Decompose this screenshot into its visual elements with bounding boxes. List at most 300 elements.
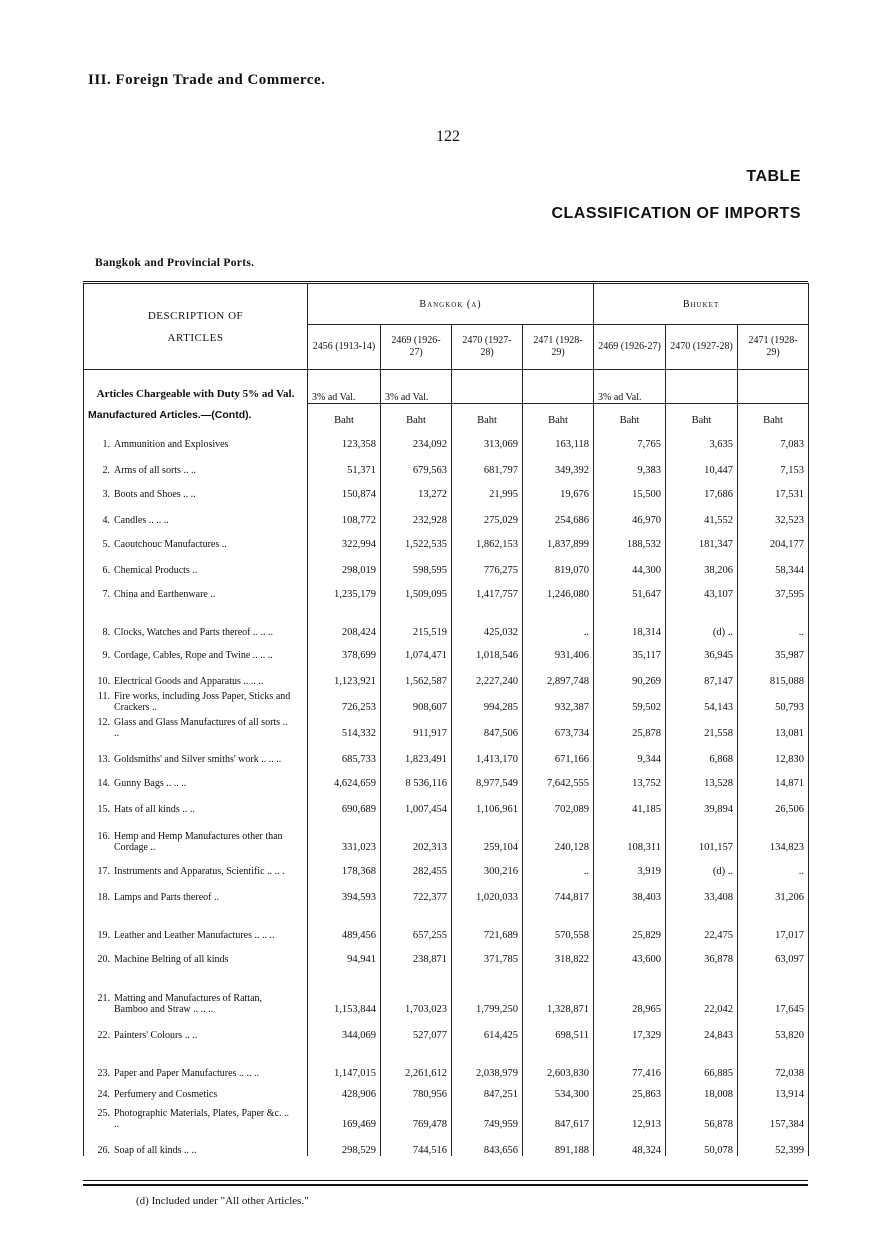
- table-row: [84, 815, 809, 853]
- value-cell: 72,038: [738, 1041, 809, 1079]
- value-cell: 428,906: [308, 1079, 381, 1100]
- duty-cell: 3% ad Val.: [381, 370, 452, 404]
- value-cell: 702,089: [523, 789, 594, 815]
- value-cell: 726,253: [308, 687, 381, 713]
- value-cell: 36,878: [666, 941, 738, 965]
- value-cell: 1,020,033: [452, 877, 523, 903]
- value-cell: 26,506: [738, 789, 809, 815]
- value-cell: 7,083: [738, 426, 809, 450]
- value-cell: 52,399: [738, 1130, 809, 1156]
- value-cell: 48,324: [594, 1130, 666, 1156]
- duty-cell: [738, 370, 809, 404]
- value-cell: 2,038,979: [452, 1041, 523, 1079]
- value-cell: ..: [738, 853, 809, 877]
- article-description: [84, 638, 308, 661]
- group-header-bhuket: Bhuket: [594, 284, 809, 325]
- article-number: 22.: [97, 1029, 110, 1041]
- duty-cell: 3% ad Val.: [594, 370, 666, 404]
- value-cell: 815,088: [738, 661, 809, 687]
- article-name: Cordage, Cables, Rope and Twine .. .. ..: [114, 649, 273, 661]
- value-cell: 234,092: [381, 426, 452, 450]
- value-cell: 12,830: [738, 739, 809, 765]
- table-bottom-rule: [83, 1180, 808, 1181]
- article-number: 2.: [102, 464, 110, 476]
- article-description: [84, 1130, 308, 1156]
- article-number: 17.: [97, 865, 110, 877]
- table-row: [84, 550, 809, 576]
- value-cell: 1,413,170: [452, 739, 523, 765]
- table-row: [84, 1015, 809, 1041]
- value-cell: 1,703,023: [381, 965, 452, 1015]
- unit-cell: Baht: [738, 404, 809, 426]
- value-cell: 2,261,612: [381, 1041, 452, 1079]
- value-cell: 43,600: [594, 941, 666, 965]
- value-cell: 17,645: [738, 965, 809, 1015]
- value-cell: 50,793: [738, 687, 809, 713]
- table-row: [84, 661, 809, 687]
- article-description: [84, 600, 308, 638]
- unit-cell: Baht: [666, 404, 738, 426]
- value-cell: 17,686: [666, 476, 738, 500]
- value-cell: 21,995: [452, 476, 523, 500]
- duty-cell: [523, 370, 594, 404]
- value-cell: 2,603,830: [523, 1041, 594, 1079]
- value-cell: 25,829: [594, 903, 666, 941]
- value-cell: 847,506: [452, 713, 523, 739]
- ports-label: Bangkok and Provincial Ports.: [95, 257, 255, 269]
- value-cell: 39,894: [666, 789, 738, 815]
- value-cell: 36,945: [666, 638, 738, 661]
- value-cell: 6,868: [666, 739, 738, 765]
- article-name: China and Earthenware ..: [114, 588, 216, 600]
- article-name: Boots and Shoes .. ..: [114, 488, 196, 500]
- article-description: [84, 903, 308, 941]
- table-row: [84, 600, 809, 638]
- value-cell: 318,822: [523, 941, 594, 965]
- value-cell: 66,885: [666, 1041, 738, 1079]
- value-cell: 514,332: [308, 713, 381, 739]
- value-cell: 108,772: [308, 500, 381, 526]
- value-cell: 819,070: [523, 550, 594, 576]
- value-cell: 15,500: [594, 476, 666, 500]
- value-cell: 744,516: [381, 1130, 452, 1156]
- value-cell: 1,509,095: [381, 576, 452, 600]
- value-cell: 994,285: [452, 687, 523, 713]
- value-cell: 1,246,080: [523, 576, 594, 600]
- value-cell: 570,558: [523, 903, 594, 941]
- table-row: [84, 1041, 809, 1079]
- article-description: [84, 661, 308, 687]
- article-name: Arms of all sorts .. ..: [114, 464, 196, 476]
- article-name: Paper and Paper Manufactures .. .. ..: [114, 1067, 259, 1079]
- value-cell: 94,941: [308, 941, 381, 965]
- duty-cell: [452, 370, 523, 404]
- article-description: [84, 789, 308, 815]
- value-cell: 1,123,921: [308, 661, 381, 687]
- value-cell: 51,647: [594, 576, 666, 600]
- value-cell: 14,871: [738, 765, 809, 789]
- value-cell: 3,919: [594, 853, 666, 877]
- value-cell: 4,624,659: [308, 765, 381, 789]
- value-cell: 2,227,240: [452, 661, 523, 687]
- unit-cell: Baht: [381, 404, 452, 426]
- value-cell: 134,823: [738, 815, 809, 853]
- table-row: [84, 941, 809, 965]
- article-name: Glass and Glass Manufactures of all sorts .. ..: [114, 716, 288, 739]
- value-cell: 780,956: [381, 1079, 452, 1100]
- article-number: 7.: [102, 588, 110, 600]
- article-name: Lamps and Parts thereof ..: [114, 891, 219, 903]
- value-cell: 3,635: [666, 426, 738, 450]
- value-cell: 163,118: [523, 426, 594, 450]
- value-cell: 169,469: [308, 1100, 381, 1130]
- value-cell: 56,878: [666, 1100, 738, 1130]
- value-cell: 1,562,587: [381, 661, 452, 687]
- value-cell: 254,686: [523, 500, 594, 526]
- value-cell: 847,251: [452, 1079, 523, 1100]
- article-description: [84, 765, 308, 789]
- article-name: Soap of all kinds .. ..: [114, 1144, 197, 1156]
- article-number: 4.: [102, 514, 110, 526]
- value-cell: 41,185: [594, 789, 666, 815]
- category-heading: Articles Chargeable with Duty 5% ad Val.: [84, 370, 308, 404]
- value-cell: 721,689: [452, 903, 523, 941]
- unit-cell: Baht: [452, 404, 523, 426]
- table-row: [84, 965, 809, 1015]
- value-cell: 378,699: [308, 638, 381, 661]
- value-cell: 300,216: [452, 853, 523, 877]
- year-header: 2470 (1927-28): [666, 325, 738, 370]
- value-cell: 298,529: [308, 1130, 381, 1156]
- article-number: 13.: [97, 753, 110, 765]
- value-cell: 240,128: [523, 815, 594, 853]
- article-description: [84, 877, 308, 903]
- value-cell: 911,917: [381, 713, 452, 739]
- article-description: [84, 476, 308, 500]
- value-cell: 12,913: [594, 1100, 666, 1130]
- article-name: Perfumery and Cosmetics: [114, 1088, 218, 1100]
- value-cell: 534,300: [523, 1079, 594, 1100]
- value-cell: 681,797: [452, 450, 523, 476]
- article-name: Ammunition and Explosives: [114, 438, 229, 450]
- value-cell: 188,532: [594, 526, 666, 550]
- article-name: Caoutchouc Manufactures ..: [114, 538, 227, 550]
- table-row: [84, 526, 809, 550]
- value-cell: 749,959: [452, 1100, 523, 1130]
- value-cell: 931,406: [523, 638, 594, 661]
- value-cell: 28,965: [594, 965, 666, 1015]
- value-cell: 1,799,250: [452, 965, 523, 1015]
- group-header-bangkok: Bangkok (a): [308, 284, 594, 325]
- table-row: [84, 500, 809, 526]
- value-cell: 527,077: [381, 1015, 452, 1041]
- value-cell: 90,269: [594, 661, 666, 687]
- value-cell: 32,523: [738, 500, 809, 526]
- value-cell: 35,117: [594, 638, 666, 661]
- value-cell: 51,371: [308, 450, 381, 476]
- value-cell: 1,074,471: [381, 638, 452, 661]
- value-cell: 908,607: [381, 687, 452, 713]
- article-description: [84, 1079, 308, 1100]
- article-description: [84, 500, 308, 526]
- table-row: [84, 1079, 809, 1100]
- table-row: [84, 903, 809, 941]
- article-number: 15.: [97, 803, 110, 815]
- value-cell: 13,752: [594, 765, 666, 789]
- description-header-label: DESCRIPTION OF ARTICLES: [147, 309, 244, 344]
- article-description: [84, 1015, 308, 1041]
- article-name: Clocks, Watches and Parts thereof .. .. ..: [114, 626, 273, 638]
- value-cell: 202,313: [381, 815, 452, 853]
- value-cell: 425,032: [452, 600, 523, 638]
- value-cell: 232,928: [381, 500, 452, 526]
- article-description: [84, 815, 308, 853]
- article-description: [84, 965, 308, 1015]
- table-row: [84, 1100, 809, 1130]
- value-cell: 63,097: [738, 941, 809, 965]
- value-cell: 9,344: [594, 739, 666, 765]
- value-cell: 598,595: [381, 550, 452, 576]
- value-cell: 25,878: [594, 713, 666, 739]
- table-row: [84, 853, 809, 877]
- section-title: III. Foreign Trade and Commerce.: [88, 72, 326, 88]
- year-header: 2469 (1926-27): [594, 325, 666, 370]
- table-row: [84, 1130, 809, 1156]
- article-number: 10.: [97, 675, 110, 687]
- article-number: 20.: [97, 953, 110, 965]
- value-cell: 31,206: [738, 877, 809, 903]
- table-row: [84, 687, 809, 713]
- value-cell: 671,166: [523, 739, 594, 765]
- article-description: [84, 853, 308, 877]
- value-cell: 769,478: [381, 1100, 452, 1130]
- value-cell: 744,817: [523, 877, 594, 903]
- value-cell: 21,558: [666, 713, 738, 739]
- article-name: Fire works, including Joss Paper, Sticks and Crackers ..: [114, 690, 291, 713]
- value-cell: 157,384: [738, 1100, 809, 1130]
- value-cell: 1,153,844: [308, 965, 381, 1015]
- year-header: 2469 (1926-27): [381, 325, 452, 370]
- value-cell: 1,522,535: [381, 526, 452, 550]
- article-description: [84, 713, 308, 739]
- article-number: 25.: [97, 1107, 110, 1119]
- value-cell: 123,358: [308, 426, 381, 450]
- value-cell: 238,871: [381, 941, 452, 965]
- page-number: 122: [436, 128, 460, 145]
- article-name: Hats of all kinds .. ..: [114, 803, 195, 815]
- value-cell: 33,408: [666, 877, 738, 903]
- article-description: [84, 1100, 308, 1130]
- value-cell: 371,785: [452, 941, 523, 965]
- value-cell: 178,368: [308, 853, 381, 877]
- article-number: 18.: [97, 891, 110, 903]
- value-cell: ..: [523, 600, 594, 638]
- value-cell: 891,188: [523, 1130, 594, 1156]
- value-cell: 698,511: [523, 1015, 594, 1041]
- table-row: [84, 476, 809, 500]
- value-cell: 679,563: [381, 450, 452, 476]
- article-number: 9.: [102, 649, 110, 661]
- article-number: 26.: [97, 1144, 110, 1156]
- value-cell: 13,272: [381, 476, 452, 500]
- value-cell: 25,863: [594, 1079, 666, 1100]
- table-bottom-rule: [83, 1184, 808, 1186]
- article-description: [84, 426, 308, 450]
- value-cell: 690,689: [308, 789, 381, 815]
- imports-table: [83, 283, 809, 1156]
- value-cell: 50,078: [666, 1130, 738, 1156]
- article-number: 8.: [102, 626, 110, 638]
- article-description: [84, 526, 308, 550]
- table-row: [84, 426, 809, 450]
- value-cell: 8 536,116: [381, 765, 452, 789]
- article-name: Photographic Materials, Plates, Paper &c. .. ..: [114, 1107, 289, 1130]
- value-cell: 298,019: [308, 550, 381, 576]
- table-row: [84, 789, 809, 815]
- article-number: 6.: [102, 564, 110, 576]
- article-description: [84, 739, 308, 765]
- value-cell: 489,456: [308, 903, 381, 941]
- value-cell: 17,017: [738, 903, 809, 941]
- article-name: Goldsmiths' and Silver smiths' work .. .. ..: [114, 753, 282, 765]
- article-name: Machine Belting of all kinds: [114, 953, 229, 965]
- article-number: 24.: [97, 1088, 110, 1100]
- article-number: 3.: [102, 488, 110, 500]
- value-cell: 313,069: [452, 426, 523, 450]
- value-cell: 1,823,491: [381, 739, 452, 765]
- value-cell: 24,843: [666, 1015, 738, 1041]
- table-row: [84, 576, 809, 600]
- value-cell: 17,531: [738, 476, 809, 500]
- table-row: [84, 877, 809, 903]
- article-number: 12.: [97, 716, 110, 728]
- value-cell: 58,344: [738, 550, 809, 576]
- value-cell: 843,656: [452, 1130, 523, 1156]
- value-cell: 7,765: [594, 426, 666, 450]
- table-row: [84, 765, 809, 789]
- duty-cell: [666, 370, 738, 404]
- value-cell: 1,235,179: [308, 576, 381, 600]
- article-name: Instruments and Apparatus, Scientific .. .. .: [114, 865, 285, 877]
- value-cell: 19,676: [523, 476, 594, 500]
- value-cell: 776,275: [452, 550, 523, 576]
- value-cell: 394,593: [308, 877, 381, 903]
- value-cell: 44,300: [594, 550, 666, 576]
- value-cell: 1,007,454: [381, 789, 452, 815]
- value-cell: 53,820: [738, 1015, 809, 1041]
- article-number: 14.: [97, 777, 110, 789]
- value-cell: ..: [738, 600, 809, 638]
- value-cell: 1,328,871: [523, 965, 594, 1015]
- value-cell: 87,147: [666, 661, 738, 687]
- year-header: 2471 (1928-29): [523, 325, 594, 370]
- value-cell: 8,977,549: [452, 765, 523, 789]
- value-cell: 1,147,015: [308, 1041, 381, 1079]
- value-cell: 37,595: [738, 576, 809, 600]
- value-cell: 46,970: [594, 500, 666, 526]
- value-cell: 722,377: [381, 877, 452, 903]
- value-cell: 7,642,555: [523, 765, 594, 789]
- value-cell: 43,107: [666, 576, 738, 600]
- value-cell: 13,081: [738, 713, 809, 739]
- value-cell: 673,734: [523, 713, 594, 739]
- value-cell: (d) ..: [666, 853, 738, 877]
- value-cell: 101,157: [666, 815, 738, 853]
- article-number: 11.: [97, 690, 110, 702]
- value-cell: 685,733: [308, 739, 381, 765]
- value-cell: 331,023: [308, 815, 381, 853]
- article-name: Matting and Manufactures of Rattan, Bamboo and Straw .. .. ..: [114, 992, 263, 1015]
- unit-cell: Baht: [594, 404, 666, 426]
- subcategory-heading: Manufactured Articles.—(Contd).: [84, 404, 308, 426]
- value-cell: 41,552: [666, 500, 738, 526]
- value-cell: 18,008: [666, 1079, 738, 1100]
- year-header: 2471 (1928-29): [738, 325, 809, 370]
- value-cell: 847,617: [523, 1100, 594, 1130]
- value-cell: 1,106,961: [452, 789, 523, 815]
- year-header: 2456 (1913-14): [308, 325, 381, 370]
- value-cell: 208,424: [308, 600, 381, 638]
- article-name: Candles .. .. ..: [114, 514, 169, 526]
- table-caption: CLASSIFICATION OF IMPORTS: [551, 205, 801, 222]
- value-cell: 18,314: [594, 600, 666, 638]
- value-cell: 38,206: [666, 550, 738, 576]
- value-cell: 108,311: [594, 815, 666, 853]
- value-cell: 13,528: [666, 765, 738, 789]
- article-name: Hemp and Hemp Manufactures other than Cordage ..: [114, 830, 283, 853]
- value-cell: 657,255: [381, 903, 452, 941]
- article-number: 21.: [97, 992, 110, 1004]
- article-number: 19.: [97, 929, 110, 941]
- article-number: 5.: [102, 538, 110, 550]
- description-header: [84, 284, 308, 370]
- table-row: [84, 713, 809, 739]
- unit-cell: Baht: [308, 404, 381, 426]
- table-row: [84, 638, 809, 661]
- table-row: [84, 450, 809, 476]
- value-cell: 17,329: [594, 1015, 666, 1041]
- article-name: Electrical Goods and Apparatus .. .. ..: [114, 675, 264, 687]
- value-cell: 10,447: [666, 450, 738, 476]
- value-cell: 349,392: [523, 450, 594, 476]
- article-name: Chemical Products ..: [114, 564, 198, 576]
- value-cell: 275,029: [452, 500, 523, 526]
- value-cell: 1,417,757: [452, 576, 523, 600]
- article-description: [84, 941, 308, 965]
- value-cell: 282,455: [381, 853, 452, 877]
- article-description: [84, 576, 308, 600]
- article-name: Leather and Leather Manufactures .. .. ..: [114, 929, 275, 941]
- value-cell: 614,425: [452, 1015, 523, 1041]
- value-cell: 932,387: [523, 687, 594, 713]
- duty-cell: 3% ad Val.: [308, 370, 381, 404]
- value-cell: 9,383: [594, 450, 666, 476]
- article-name: Painters' Colours .. ..: [114, 1029, 198, 1041]
- value-cell: 22,042: [666, 965, 738, 1015]
- footnote: (d) Included under "All other Articles.": [136, 1195, 309, 1207]
- article-number: 16.: [97, 830, 110, 842]
- article-description: [84, 687, 308, 713]
- article-name: Gunny Bags .. .. ..: [114, 777, 187, 789]
- value-cell: 2,897,748: [523, 661, 594, 687]
- unit-cell: Baht: [523, 404, 594, 426]
- value-cell: 259,104: [452, 815, 523, 853]
- value-cell: 344,069: [308, 1015, 381, 1041]
- article-description: [84, 450, 308, 476]
- value-cell: 22,475: [666, 903, 738, 941]
- value-cell: 7,153: [738, 450, 809, 476]
- value-cell: 38,403: [594, 877, 666, 903]
